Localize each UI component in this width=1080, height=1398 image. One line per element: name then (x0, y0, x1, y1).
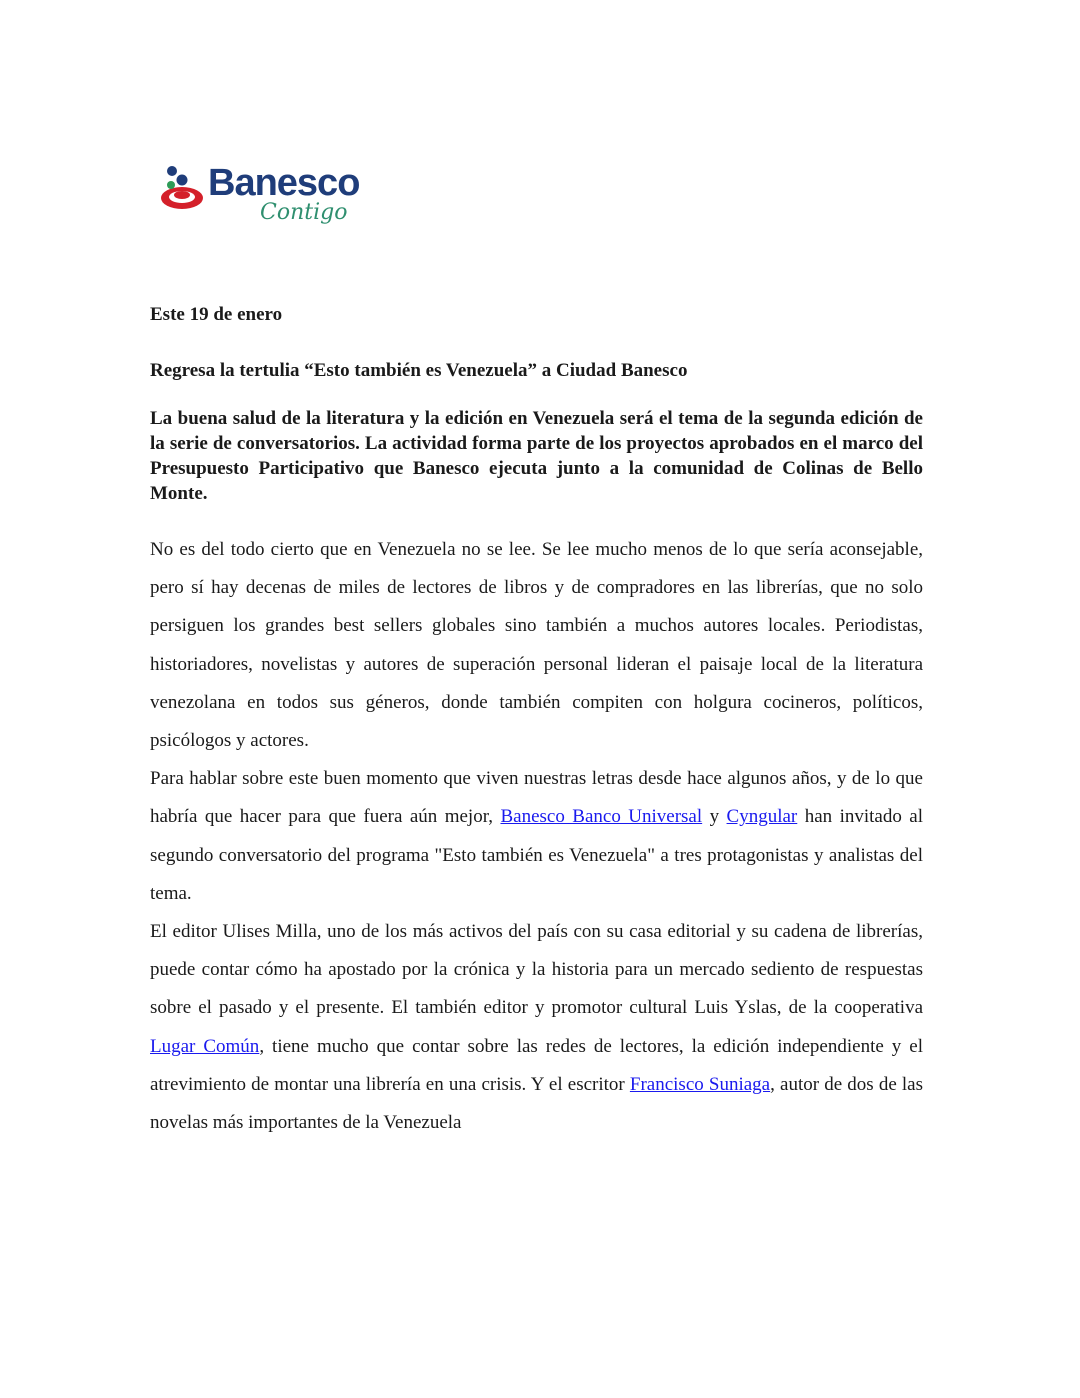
document-date: Este 19 de enero (150, 304, 283, 325)
banesco-logo-mark-icon (160, 162, 210, 214)
document-headline: Regresa la tertulia “Esto también es Venezuela” a Ciudad Banesco (150, 360, 688, 381)
document-body (150, 300, 923, 1142)
paragraph-3: El editor Ulises Milla, uno de los más activos del país con su casa editorial y su cadena de librerías, puede contar cómo ha apostado por la crónica y la historia para un mercado sediento de respuestas sobre el pasado y el presente. El también editor y promotor cultural Luis Yslas, de la cooperativa Lugar Común, tiene mucho que contar sobre las redes de lectores, la edición independiente y el atrevimiento de montar una librería en una crisis. Y el escritor Francisco Suniaga, autor de dos de las novelas más importantes de la Venezuela (150, 921, 924, 1134)
paragraph-2: Para hablar sobre este buen momento que viven nuestras letras desde hace algunos años, y de lo que habría que hacer para que fuera aún mejor, Banesco Banco Universal y Cyngular han invitado al segundo conversatorio del programa "Esto también es Venezuela" a tres protagonistas y analistas del tema. (150, 768, 924, 904)
document-lead: La buena salud de la literatura y la edición en Venezuela será el tema de la segunda edición de la serie de conversatorios. La actividad forma parte de los proyectos aprobados en el marco del Presupuesto Participativo que Banesco ejecuta junto a la comunidad de Colinas de Bello Monte. (150, 408, 923, 504)
banesco-banco-universal-link[interactable]: Banesco Banco Universal (500, 806, 703, 828)
cyngular-link[interactable]: Cyngular (726, 806, 798, 828)
paragraph-1: No es del todo cierto que en Venezuela no se lee. Se lee mucho menos de lo que sería aconsejable, pero sí hay decenas de miles de lectores de libros y de compradores en las librerías, que no solo persiguen los grandes best sellers globales sino también a muchos autores locales. Periodistas, historiadores, novelistas y autores de superación personal lideran el paisaje local de la literatura venezolana en todos sus géneros, donde también compiten con holgura cocineros, políticos, psicólogos y actores. (150, 539, 923, 752)
logo-brand-text: Banesco (208, 162, 360, 204)
francisco-suniaga-link[interactable]: Francisco Suniaga (629, 1073, 771, 1095)
lugar-comun-link[interactable]: Lugar Común (150, 1035, 260, 1057)
banesco-logo (160, 160, 400, 245)
article-body (150, 531, 923, 1142)
logo-tagline: Contigo (260, 200, 348, 225)
